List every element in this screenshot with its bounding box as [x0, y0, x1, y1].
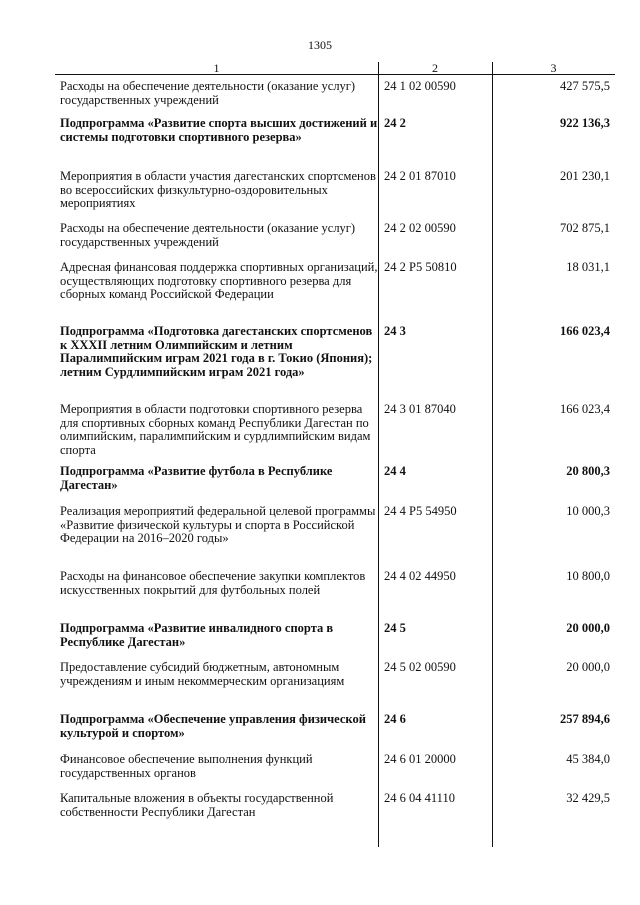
table-row — [55, 170, 615, 211]
row-code: 24 3 01 87040 — [384, 402, 456, 416]
row-code: 24 3 — [384, 324, 406, 338]
row-name: Подпрограмма «Развитие спорта высших достижений и системы подготовки спортивного резерва» — [60, 116, 378, 144]
row-code: 24 4 — [384, 464, 406, 478]
header-col-2: 2 — [432, 61, 438, 75]
table-row — [55, 505, 615, 546]
row-amount: 427 575,5 — [560, 79, 610, 93]
header-col-3: 3 — [550, 61, 557, 75]
row-amount: 45 384,0 — [566, 752, 610, 766]
row-name: Адресная финансовая поддержка спортивных организаций, осуществляющих подготовку спортивного резерва для сборных команд Российской Федерации — [60, 260, 378, 301]
row-amount: 166 023,4 — [560, 402, 610, 416]
table-header — [55, 62, 615, 75]
row-amount: 10 000,3 — [566, 504, 610, 518]
table-row — [55, 80, 615, 107]
table-row — [55, 753, 615, 780]
row-name: Реализация мероприятий федеральной целевой программы «Развитие физической культуры и спорта в Российской Федерации на 2016–2020 годы» — [60, 504, 376, 545]
table-row — [55, 570, 615, 597]
row-name: Подпрограмма «Развитие футбола в Республике Дагестан» — [60, 464, 333, 492]
row-amount: 18 031,1 — [566, 260, 610, 274]
row-amount: 20 000,0 — [566, 660, 610, 674]
row-amount: 166 023,4 — [560, 324, 610, 338]
row-code: 24 6 01 20000 — [384, 752, 456, 766]
row-name: Подпрограмма «Развитие инвалидного спорта в Республике Дагестан» — [60, 621, 334, 649]
table-row — [55, 622, 615, 649]
row-amount: 922 136,3 — [560, 116, 610, 130]
row-name: Капитальные вложения в объекты государственной собственности Республики Дагестан — [60, 791, 334, 819]
row-name: Подпрограмма «Подготовка дагестанских спортсменов к XXXII летним Олимпийским и летним Паралимпийским играм 2021 года в г. Токио (Япония); летним Сурдлимпийским играм 2021 года» — [60, 324, 373, 379]
row-code: 24 4 P5 54950 — [384, 504, 457, 518]
row-amount: 201 230,1 — [560, 169, 610, 183]
row-amount: 257 894,6 — [560, 712, 610, 726]
row-code: 24 4 02 44950 — [384, 569, 456, 583]
row-code: 24 2 01 87010 — [384, 169, 456, 183]
table-row — [55, 792, 615, 819]
table-row — [55, 465, 615, 492]
table-row — [55, 261, 615, 302]
table-row — [55, 403, 615, 457]
row-amount: 20 000,0 — [566, 621, 610, 635]
row-amount: 702 875,1 — [560, 221, 610, 235]
row-name: Расходы на финансовое обеспечение закупки комплектов искусственных покрытий для футбольных полей — [60, 569, 366, 597]
table-row — [55, 222, 615, 249]
row-name: Предоставление субсидий бюджетным, автономным учреждениям и иным некоммерческим организациям — [60, 660, 345, 688]
table-row — [55, 117, 615, 144]
row-code: 24 2 P5 50810 — [384, 260, 457, 274]
row-amount: 20 800,3 — [566, 464, 610, 478]
page-number: 1305 — [308, 38, 332, 52]
row-code: 24 2 02 00590 — [384, 221, 456, 235]
table-row — [55, 713, 615, 740]
row-name: Подпрограмма «Обеспечение управления физической культурой и спортом» — [60, 712, 366, 740]
row-name: Финансовое обеспечение выполнения функций государственных органов — [60, 752, 313, 780]
row-name: Мероприятия в области участия дагестанских спортсменов во всероссийских физкультурно-оздоровительных мероприятиях — [60, 169, 376, 210]
table-row — [55, 661, 615, 688]
row-code: 24 6 04 41110 — [384, 791, 455, 805]
row-code: 24 5 02 00590 — [384, 660, 456, 674]
row-amount: 32 429,5 — [566, 791, 610, 805]
row-code: 24 2 — [384, 116, 406, 130]
row-code: 24 5 — [384, 621, 406, 635]
row-code: 24 1 02 00590 — [384, 79, 456, 93]
table-row — [55, 325, 615, 379]
row-code: 24 6 — [384, 712, 406, 726]
header-col-1: 1 — [213, 61, 220, 75]
budget-table — [55, 61, 615, 819]
row-name: Расходы на обеспечение деятельности (оказание услуг) государственных учреждений — [60, 79, 356, 107]
row-name: Мероприятия в области подготовки спортивного резерва для спортивных сборных команд Республики Дагестан по олимпийским, паралимпийским и сурдлимпийским видам спорта — [60, 402, 371, 457]
row-amount: 10 800,0 — [566, 569, 610, 583]
row-name: Расходы на обеспечение деятельности (оказание услуг) государственных учреждений — [60, 221, 356, 249]
